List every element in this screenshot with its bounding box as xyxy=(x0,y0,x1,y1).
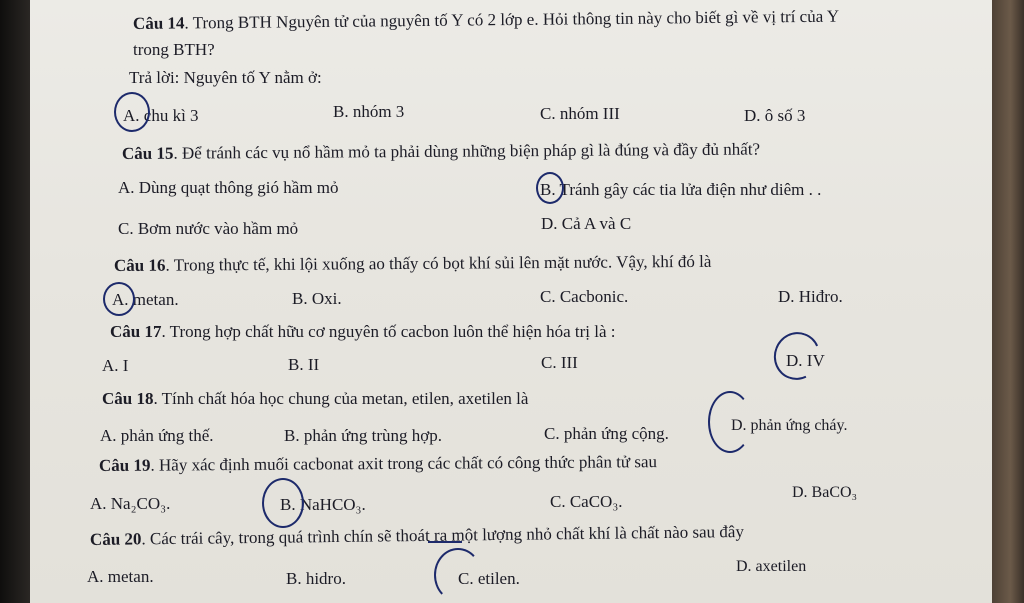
q16-option-b: B. Oxi. xyxy=(292,289,342,308)
q15-option-d: D. Cả A và C xyxy=(541,214,632,233)
q15-option-a: A. Dùng quạt thông gió hầm mỏ xyxy=(118,178,339,197)
q17-option-b: B. II xyxy=(288,355,320,374)
q17-option-c: C. III xyxy=(541,353,578,372)
q20-text: . Các trái cây, trong quá trình chín sẽ thoát ra một lượng nhỏ chất khí là chất nào sau đây xyxy=(141,522,745,549)
q14-answer-circle xyxy=(114,92,150,132)
q16-question xyxy=(114,252,711,276)
q20-number: Câu 20 xyxy=(89,529,142,549)
q16-option-c: C. Cacbonic. xyxy=(540,287,629,306)
q16-answer-circle xyxy=(103,282,135,316)
q20-option-d: D. axetilen xyxy=(736,558,807,575)
q17-option-d: D. IV xyxy=(786,351,825,370)
q19-option-b: B. NaHCO₃. xyxy=(280,495,366,514)
q16-option-a: A. metan. xyxy=(112,290,179,309)
q17-question xyxy=(110,322,616,342)
q18-question xyxy=(102,389,528,409)
q19-option-d: D. BaCO₃ xyxy=(792,484,858,501)
q17-text: . Trong hợp chất hữu cơ nguyên tố cacbon luôn thể hiện hóa trị là : xyxy=(161,322,616,341)
q15-text: . Để tránh các vụ nổ hầm mỏ ta phải dùng những biện pháp gì là đúng và đầy đủ nhất? xyxy=(173,139,761,163)
q15-number: Câu 15 xyxy=(121,143,174,163)
q19-number: Câu 19 xyxy=(98,455,151,475)
q15-option-c: C. Bơm nước vào hầm mỏ xyxy=(118,219,299,238)
q19-option-c: C. CaCO₃. xyxy=(550,492,623,511)
q17-option-a: A. I xyxy=(102,356,129,375)
q18-option-b: B. phản ứng trùng hợp. xyxy=(284,426,442,445)
q17-number: Câu 17 xyxy=(110,322,162,341)
q14-text: . Trong BTH Nguyên tử của nguyên tố Y có 2 lớp e. Hỏi thông tin này cho biết gì về vị trí của Y xyxy=(184,6,840,33)
q20-option-c: C. etilen. xyxy=(458,569,520,588)
q17-answer-circle xyxy=(767,326,827,387)
q14-option-d: D. ô số 3 xyxy=(744,106,806,125)
exam-paper xyxy=(30,0,992,603)
q14-answer-prompt: Trả lời: Nguyên tố Y nằm ở: xyxy=(129,68,322,87)
q18-option-c: C. phản ứng cộng. xyxy=(544,424,669,443)
q18-option-d: D. phản ứng cháy. xyxy=(731,417,848,434)
q16-number: Câu 16 xyxy=(113,255,166,275)
q14-option-c: C. nhóm III xyxy=(540,104,620,123)
desk-right-edge xyxy=(990,0,1024,603)
q18-option-a: A. phản ứng thế. xyxy=(100,426,214,445)
q14-option-a: A. chu kì 3 xyxy=(123,106,199,125)
q15-option-b: B. Tránh gây các tia lửa điện như diêm . . xyxy=(540,180,822,199)
q20-option-b: B. hidro. xyxy=(286,569,346,588)
q16-text: . Trong thực tế, khi lội xuống ao thấy có bọt khí sủi lên mặt nước. Vậy, khí đó là xyxy=(165,251,712,275)
q19-option-a: A. Na₂CO₃. xyxy=(90,494,171,513)
q20-answer-circle xyxy=(434,548,482,602)
q14-number: Câu 14 xyxy=(132,13,185,33)
q19-text: . Hãy xác định muối cacbonat axit trong các chất có công thức phân tử sau xyxy=(150,452,658,475)
q18-answer-circle xyxy=(708,391,752,453)
q14-line2: trong BTH? xyxy=(133,40,215,59)
q19-question xyxy=(99,452,657,476)
q16-option-d: D. Hiđro. xyxy=(778,287,843,306)
q14-option-b: B. nhóm 3 xyxy=(333,102,405,121)
q20-strikethrough xyxy=(428,541,462,543)
q15-question xyxy=(122,140,760,164)
q19-answer-circle xyxy=(262,478,304,528)
q20-question xyxy=(90,522,744,550)
q18-number: Câu 18 xyxy=(102,389,154,408)
q18-text: . Tính chất hóa học chung của metan, etilen, axetilen là xyxy=(153,389,529,408)
q14-line1 xyxy=(133,7,839,34)
q20-option-a: A. metan. xyxy=(87,567,154,586)
desk-left-edge xyxy=(0,0,30,603)
q15-answer-circle xyxy=(536,172,564,204)
